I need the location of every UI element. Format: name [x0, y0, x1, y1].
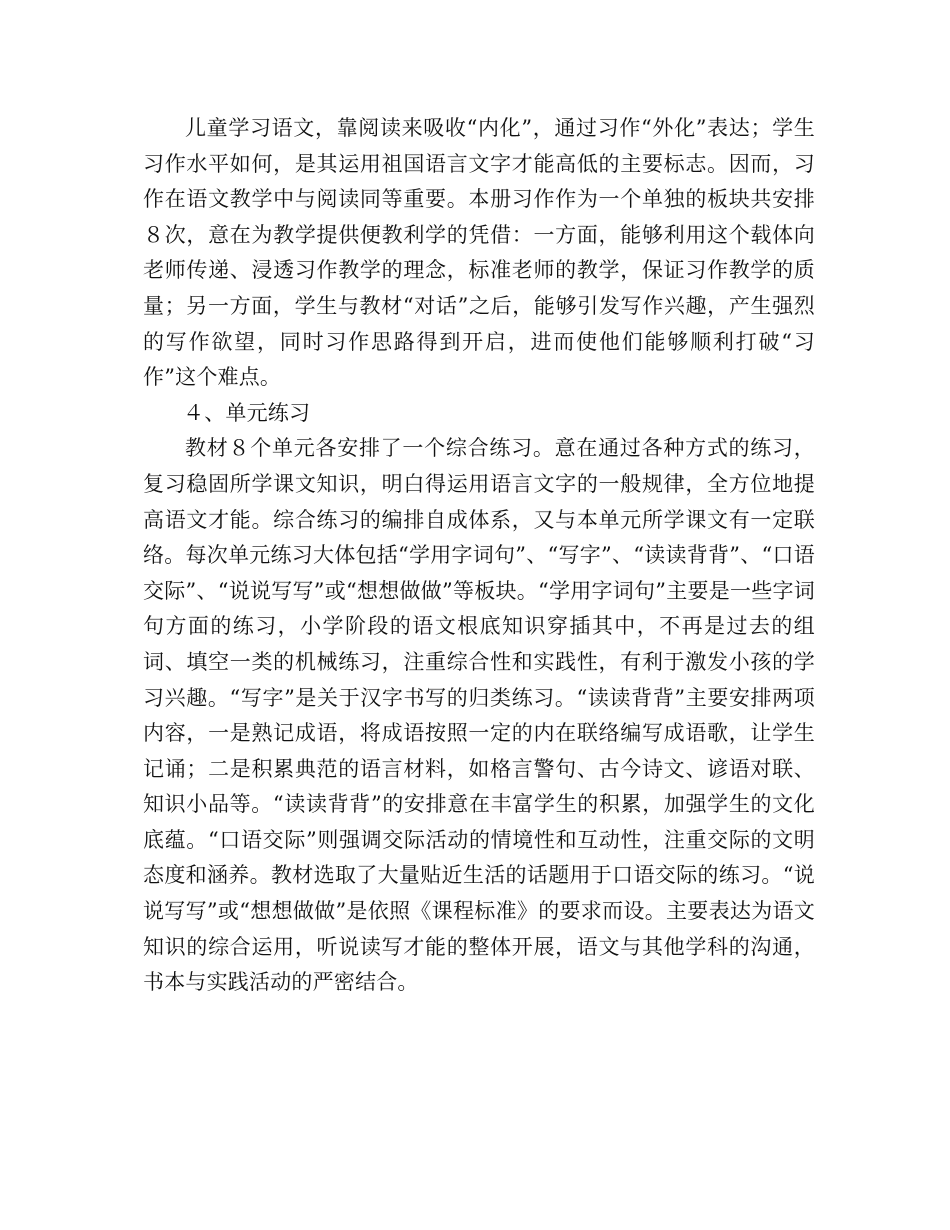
- paragraph-unit-practice: 教材８个单元各安排了一个综合练习。意在通过各种方式的练习，复习稳固所学课文知识，明白得运用语言文字的一般规律，全方位地提高语文才能。综合练习的编排自成体系，又与本单元所学课文有一定联络。每次单元练习大体包括“学用字词句”、“写字”、“读读背背”、“口语交际”、“说说写写”或“想想做做”等板块。“学用字词句”主要是一些字词句方面的练习，小学阶段的语文根底知识穿插其中，不再是过去的组词、填空一类的机械练习，注重综合性和实践性，有利于激发小孩的学习兴趣。“写字”是关于汉字书写的归类练习。“读读背背”主要安排两项内容，一是熟记成语，将成语按照一定的内在联络编写成语歌，让学生记诵；二是积累典范的语言材料，如格言警句、古今诗文、谚语对联、知识小品等。“读读背背”的安排意在丰富学生的积累，加强学生的文化底蕴。“口语交际”则强调交际活动的情境性和互动性，注重交际的文明态度和涵养。教材选取了大量贴近生活的话题用于口语交际的练习。“说说写写”或“想想做做”是依照《课程标准》的要求而设。主要表达为语文知识的综合运用，听说读写才能的整体开展，语文与其他学科的沟通，书本与实践活动的严密结合。: [143, 436, 815, 995]
- body-text: [143, 111, 815, 1001]
- paragraph-writing-section: 儿童学习语文，靠阅读来吸收“内化”，通过习作“外化”表达；学生习作水平如何，是其运用祖国语言文字才能高低的主要标志。因而，习作在语文教学中与阅读同等重要。本册习作作为一个单独的板块共安排８次，意在为教学提供便教利学的凭借：一方面，能够利用这个载体向老师传递、浸透习作教学的理念，标准老师的教学，保证习作教学的质量；另一方面，学生与教材“对话”之后，能够引发写作兴趣，产生强烈的写作欲望，同时习作思路得到开启，进而使他们能够顺利打破“习作”这个难点。: [143, 116, 815, 390]
- section-heading-unit-practice: ４、单元练习: [183, 400, 311, 425]
